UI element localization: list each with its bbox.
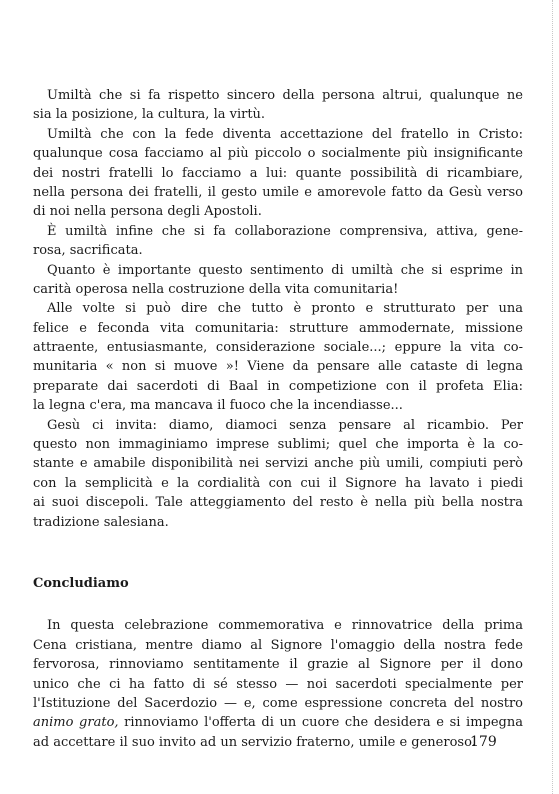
text-line: In questa celebrazione commemorativa e rinnovatrice della prima xyxy=(47,618,523,634)
text-line: di noi nella persona degli Apostoli. xyxy=(33,204,262,220)
text-line: È umiltà infine che si fa collaborazione comprensiva, attiva, gene- xyxy=(47,223,523,239)
text-line: la legna c'era, ma mancava il fuoco che la incendiasse... xyxy=(33,398,403,414)
body-text xyxy=(33,86,523,752)
page-edge xyxy=(552,0,553,794)
text-line: con la semplicità e la cordialità con cui il Signore ha lavato i piedi xyxy=(33,475,523,491)
text-line: questo non immaginiamo imprese sublimi; quel che importa è la co- xyxy=(33,437,523,453)
text-line: Umiltà che con la fede diventa accettazione del fratello in Cristo: xyxy=(47,126,523,142)
text-line: rosa, sacrificata. xyxy=(33,243,143,259)
text-fragment: rinnoviamo l'offerta di un cuore che desidera e si impegna xyxy=(118,715,523,731)
text-line: Gesù ci invita: diamo, diamoci senza pensare al ricambio. Per xyxy=(47,417,523,433)
text-line: Umiltà che si fa rispetto sincero della persona altrui, qualunque ne xyxy=(47,88,523,103)
text-line: tradizione salesiana. xyxy=(33,514,169,530)
text-line: attraente, entusiasmante, considerazione sociale...; eppure la vita co- xyxy=(33,340,523,356)
text-line: Quanto è importante questo sentimento di umiltà che si esprime in xyxy=(47,262,523,278)
text-line: stante e amabile disponibilità nei servizi anche più umili, compiuti però xyxy=(33,456,523,472)
text-line: nella persona dei fratelli, il gesto umile e amorevole fatto da Gesù verso xyxy=(33,184,523,200)
text-line: felice e feconda vita comunitaria: strutture ammodernate, missione xyxy=(33,320,523,336)
text-line: dei nostri fratelli lo facciamo a lui: quante possibilità di ricambiare, xyxy=(33,165,523,181)
text-line: carità operosa nella costruzione della vita comunitaria! xyxy=(33,281,399,297)
text-line: ai suoi discepoli. Tale atteggiamento del resto è nella più bella nostra xyxy=(33,495,523,511)
text-line: Cena cristiana, mentre diamo al Signore l'omaggio della nostra fede xyxy=(33,637,523,653)
text-line: l'Istituzione del Sacerdozio — e, come espressione concreta del nostro xyxy=(33,695,523,711)
text-line: munitaria « non si muove »! Viene da pensare alle cataste di legna xyxy=(33,359,523,375)
page-number: 179 xyxy=(470,734,497,750)
text-line: preparate dai sacerdoti di Baal in competizione con il profeta Elia: xyxy=(33,378,523,394)
text-line: ad accettare il suo invito ad un servizio fraterno, umile e generoso. xyxy=(33,734,476,750)
text-line: sia la posizione, la cultura, la virtù. xyxy=(33,107,266,123)
text-line: fervorosa, rinnoviamo sentitamente il grazie al Signore per il dono xyxy=(33,657,523,673)
text-line: qualunque cosa facciamo al più piccolo o socialmente più insignificante xyxy=(33,146,523,162)
section-heading: Concludiamo xyxy=(33,575,129,591)
text-line: unico che ci ha fatto di sé stesso — noi sacerdoti specialmente per xyxy=(33,676,523,692)
text-line: Alle volte si può dire che tutto è pronto e strutturato per una xyxy=(47,301,523,317)
italic-phrase: animo grato, xyxy=(33,715,119,731)
text-line xyxy=(33,713,523,732)
